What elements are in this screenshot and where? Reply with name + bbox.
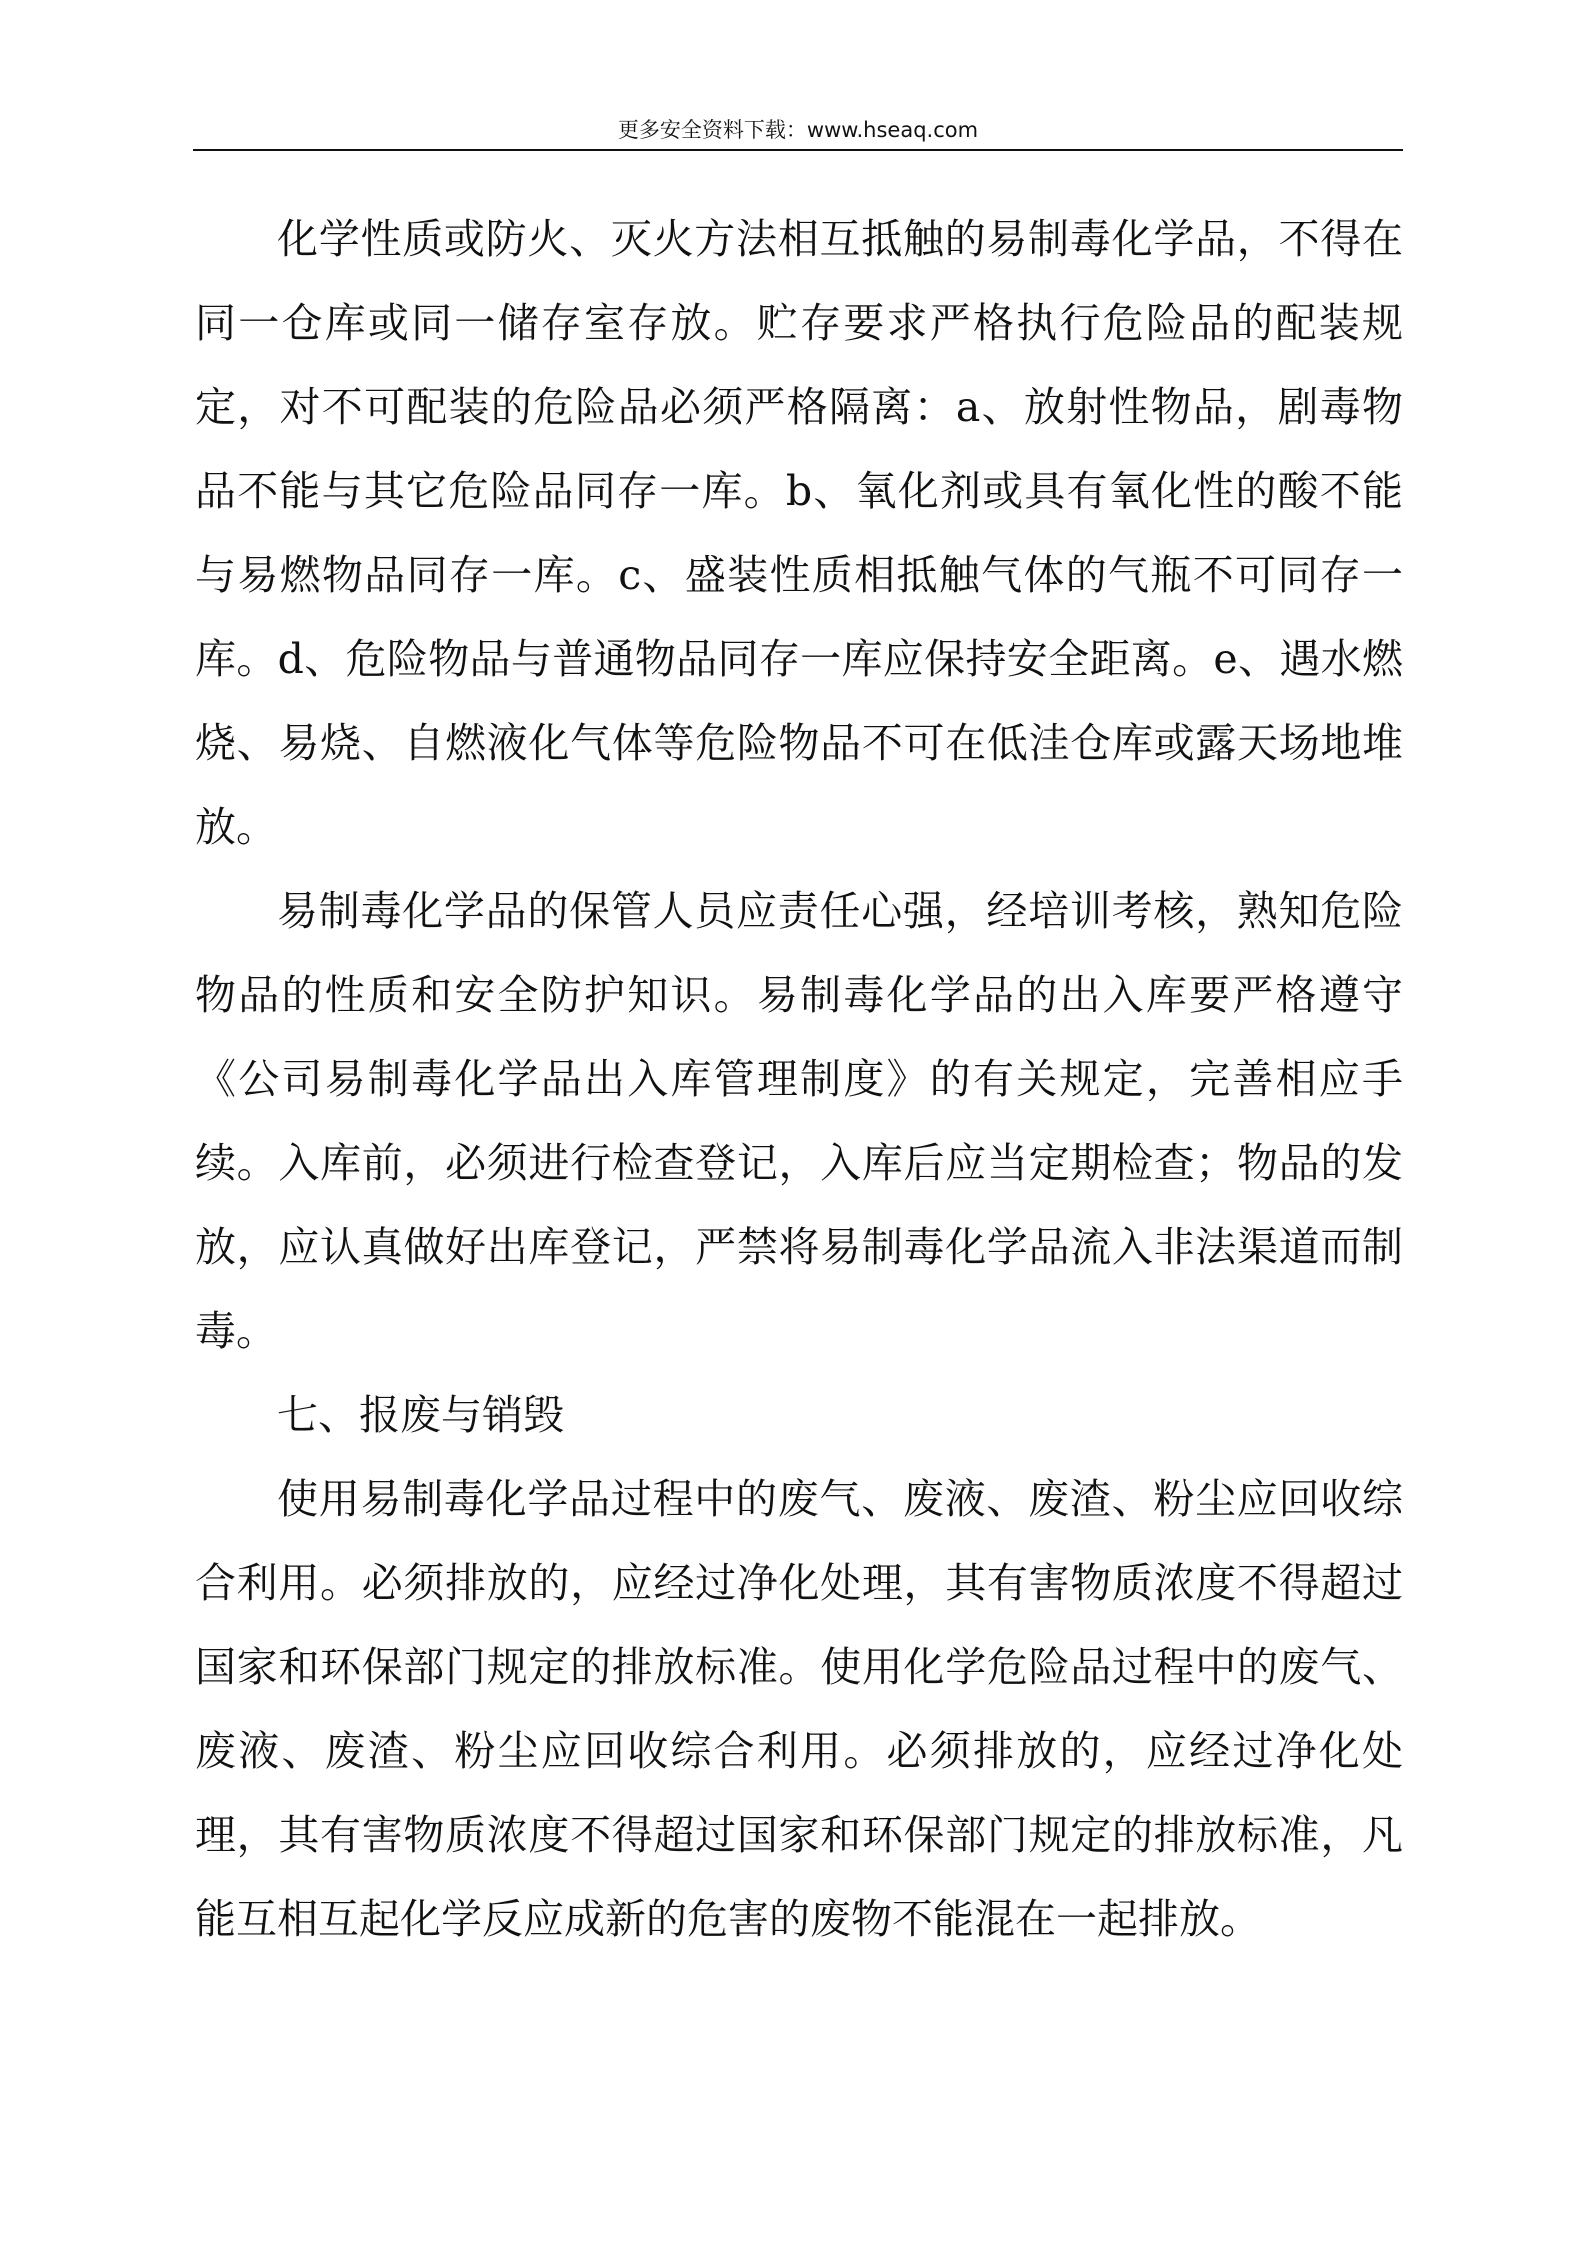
page-header: 更多安全资料下载：www.hseaq.com xyxy=(617,118,979,142)
section-heading-disposal: 七、报废与销毁 xyxy=(277,1391,564,1439)
paragraph-storage-rules: 化学性质或防火、灭火方法相互抵触的易制毒化学品，不得在同一仓库或同一储存室存放。贮存要求严格执行危险品的配装规定，对不可配装的危险品必须严格隔离：a、放射性物品，剧毒物品不能与其它危险品同存一库。b、氧化剂或具有氧化性的酸不能与易燃物品同存一库。c、盛装性质相抵触气体的气瓶不可同存一库。d、危险物品与普通物品同存一库应保持安全距离。e、遇水燃烧、易烧、自燃液化气体等危险物品不可在低洼仓库或露天场地堆放。 xyxy=(195,215,1403,851)
document-body xyxy=(195,197,1403,1961)
header-divider xyxy=(193,149,1403,151)
paragraph-custodian-duties: 易制毒化学品的保管人员应责任心强，经培训考核，熟知危险物品的性质和安全防护知识。易制毒化学品的出入库要严格遵守《公司易制毒化学品出入库管理制度》的有关规定，完善相应手续。入库前，必须进行检查登记，入库后应当定期检查；物品的发放，应认真做好出库登记，严禁将易制毒化学品流入非法渠道而制毒。 xyxy=(195,887,1403,1355)
paragraph-waste-disposal: 使用易制毒化学品过程中的废气、废液、废渣、粉尘应回收综合利用。必须排放的，应经过净化处理，其有害物质浓度不得超过国家和环保部门规定的排放标准。使用化学危险品过程中的废气、废液、废渣、粉尘应回收综合利用。必须排放的，应经过净化处理，其有害物质浓度不得超过国家和环保部门规定的排放标准，凡能互相互起化学反应成新的危害的废物不能混在一起排放。 xyxy=(195,1475,1403,1943)
